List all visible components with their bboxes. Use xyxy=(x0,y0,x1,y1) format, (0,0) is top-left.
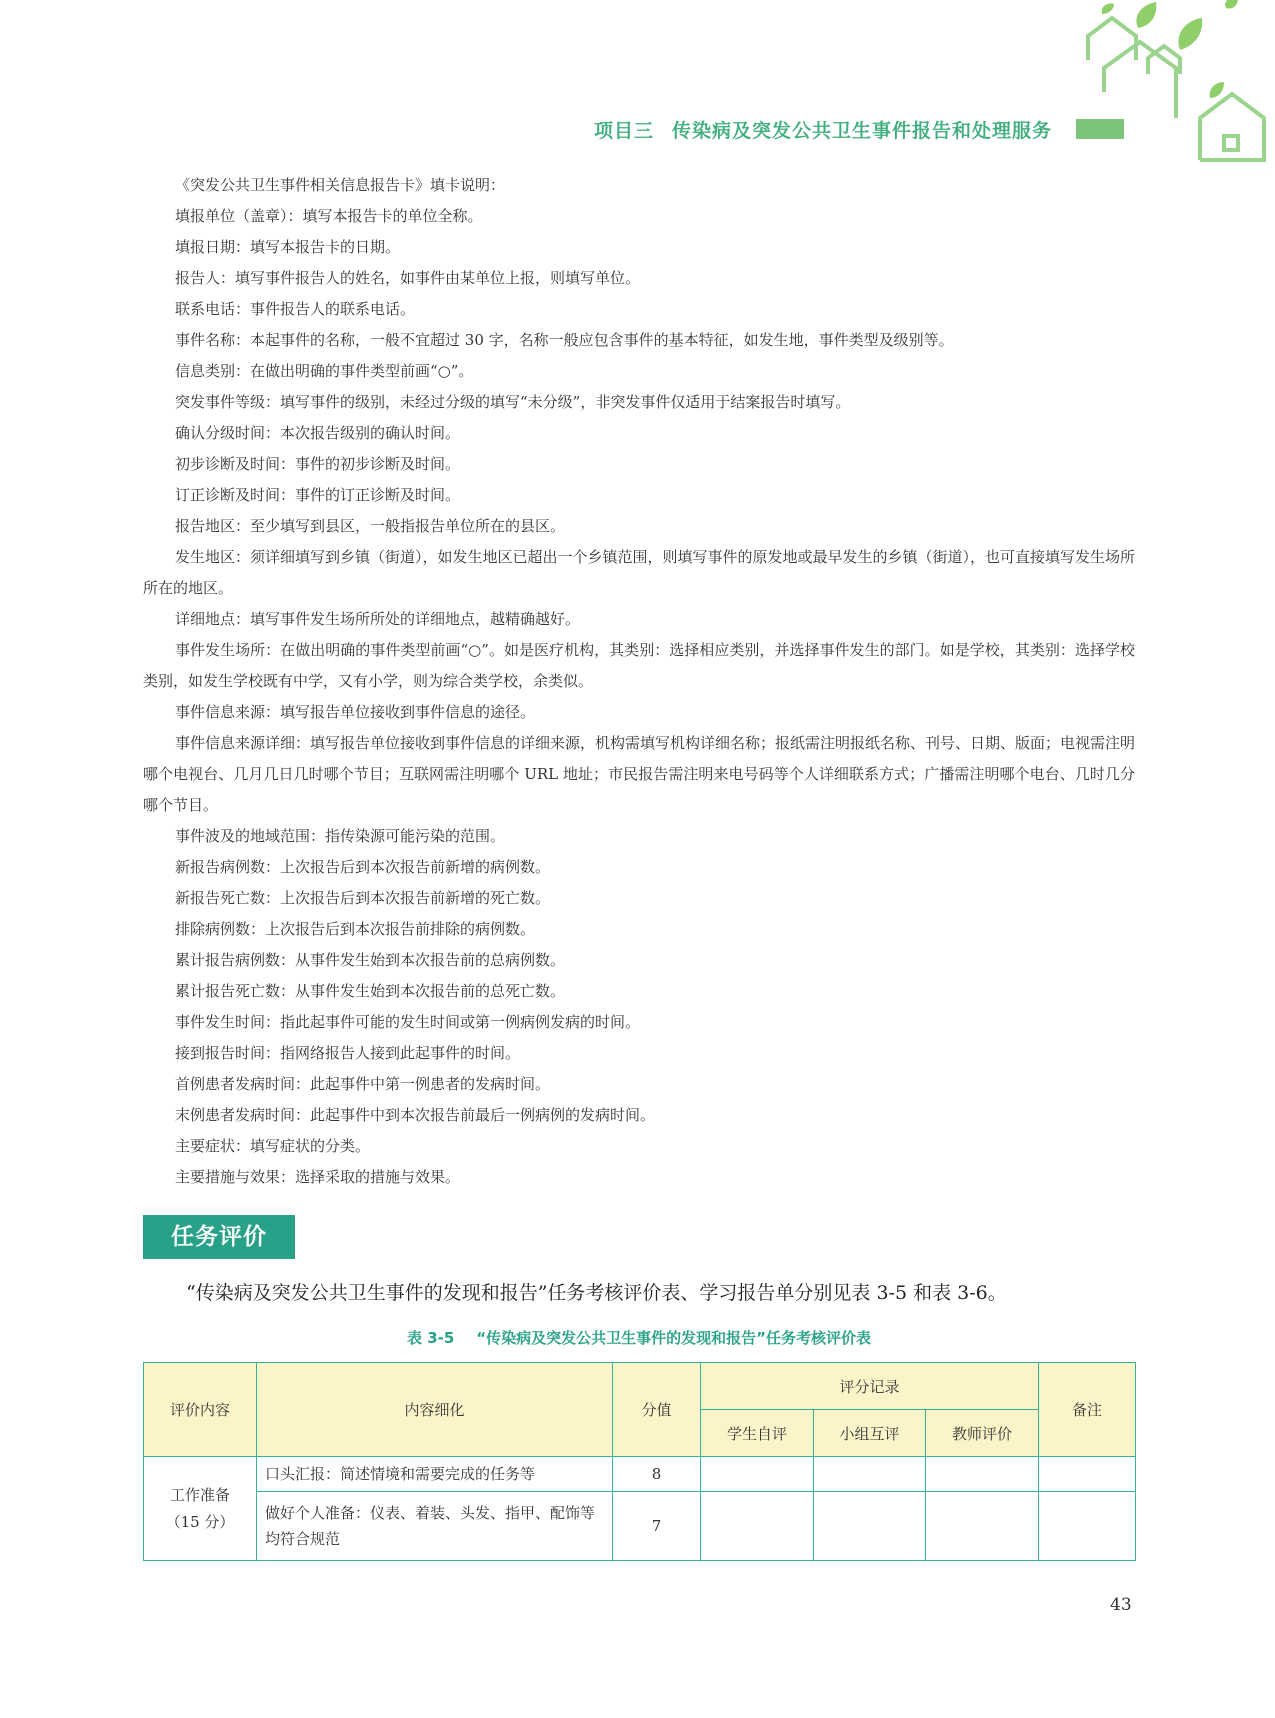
score-cell: 8 xyxy=(613,1457,701,1492)
instruction-line: 累计报告死亡数：从事件发生始到本次报告前的总死亡数。 xyxy=(175,982,566,1000)
category-points: （15 分） xyxy=(165,1512,235,1531)
instruction-line: 填报日期：填写本报告卡的日期。 xyxy=(175,238,401,256)
chapter-title: 传染病及突发公共卫生事件报告和处理服务 xyxy=(672,120,1053,142)
project-label: 项目三 xyxy=(594,120,655,142)
instruction-line: 发生地区：须详细填写到乡镇（街道），如发生地区已超出一个乡镇范围，则填写事件的原发地或最早发生的乡镇（街道），也可直接填写发生场所所在的地区。 xyxy=(143,548,1136,597)
instruction-line: 末例患者发病时间：此起事件中到本次报告前最后一例病例的发病时间。 xyxy=(175,1106,656,1124)
header-detail: 内容细化 xyxy=(257,1363,613,1457)
house-leaf-decoration-icon xyxy=(1040,0,1275,180)
detail-cell: 做好个人准备：仪表、着装、头发、指甲、配饰等均符合规范 xyxy=(257,1492,613,1561)
instruction-line: 突发事件等级：填写事件的级别，未经过分级的填写“未分级”，非突发事件仅适用于结案报告时填写。 xyxy=(175,393,851,411)
category-cell xyxy=(144,1457,257,1561)
instruction-line: 订正诊断及时间：事件的订正诊断及时间。 xyxy=(175,486,461,504)
section-intro: “传染病及突发公共卫生事件的发现和报告”任务考核评价表、学习报告单分别见表 3-5 和表 3-6。 xyxy=(186,1282,1007,1304)
instruction-line: 主要措施与效果：选择采取的措施与效果。 xyxy=(175,1168,461,1186)
instruction-line: 《突发公共卫生事件相关信息报告卡》填卡说明： xyxy=(175,176,506,194)
instruction-line: 初步诊断及时间：事件的初步诊断及时间。 xyxy=(175,455,461,473)
instruction-line: 确认分级时间：本次报告级别的确认时间。 xyxy=(175,424,461,442)
instruction-line: 排除病例数：上次报告后到本次报告前排除的病例数。 xyxy=(175,920,536,938)
instruction-line: 详细地点：填写事件发生场所所处的详细地点，越精确越好。 xyxy=(175,610,581,628)
teacher-score-cell[interactable] xyxy=(926,1457,1039,1492)
header-self-evaluation: 学生自评 xyxy=(701,1410,814,1457)
table-number: 表 3-5 xyxy=(406,1329,455,1347)
remark-cell[interactable] xyxy=(1039,1457,1136,1492)
header-group-evaluation: 小组互评 xyxy=(814,1410,926,1457)
table-title: “传染病及突发公共卫生事件的发现和报告”任务考核评价表 xyxy=(476,1329,872,1347)
instruction-line: 填报单位（盖章）：填写本报告卡的单位全称。 xyxy=(175,207,483,225)
table-row xyxy=(144,1457,1136,1492)
evaluation-table xyxy=(143,1362,1136,1561)
instruction-line: 新报告死亡数：上次报告后到本次报告前新增的死亡数。 xyxy=(175,889,551,907)
instruction-line: 首例患者发病时间：此起事件中第一例患者的发病时间。 xyxy=(175,1075,551,1093)
instruction-line: 事件发生时间：指此起事件可能的发生时间或第一例病例发病的时间。 xyxy=(175,1013,641,1031)
instruction-line: 事件信息来源详细：填写报告单位接收到事件信息的详细来源，机构需填写机构详细名称；报纸需注明报纸名称、刊号、日期、版面；电视需注明哪个电视台、几月几日几时哪个节目；互联网需注明哪个 URL 地址；市民报告需注明来电号码等个人详细联系方式；广播需注明哪个电台、几时几分哪个节目。 xyxy=(143,734,1136,814)
group-score-cell[interactable] xyxy=(814,1492,926,1561)
category-name: 工作准备 xyxy=(169,1485,230,1504)
header-score: 分值 xyxy=(613,1363,701,1457)
instruction-line: 报告人：填写事件报告人的姓名，如事件由某单位上报，则填写单位。 xyxy=(175,269,641,287)
instruction-line: 报告地区：至少填写到县区，一般指报告单位所在的县区。 xyxy=(175,517,566,535)
detail-cell: 口头汇报：简述情境和需要完成的任务等 xyxy=(257,1457,613,1492)
instruction-line: 事件信息来源：填写报告单位接收到事件信息的途径。 xyxy=(175,703,536,721)
chapter-header xyxy=(594,116,1052,143)
self-score-cell[interactable] xyxy=(701,1492,814,1561)
header-remark: 备注 xyxy=(1039,1363,1136,1457)
remark-cell[interactable] xyxy=(1039,1492,1136,1561)
self-score-cell[interactable] xyxy=(701,1457,814,1492)
instruction-line: 新报告病例数：上次报告后到本次报告前新增的病例数。 xyxy=(175,858,551,876)
page-number: 43 xyxy=(1110,1595,1132,1615)
instruction-line: 联系电话：事件报告人的联系电话。 xyxy=(175,300,416,318)
instruction-line: 事件名称：本起事件的名称，一般不宜超过 30 字，名称一般应包含事件的基本特征，如发生地，事件类型及级别等。 xyxy=(175,331,954,349)
instruction-line: 事件波及的地域范围：指传染源可能污染的范围。 xyxy=(175,827,506,845)
section-title-task-evaluation: 任务评价 xyxy=(143,1215,295,1259)
instruction-line: 信息类别：在做出明确的事件类型前画“○”。 xyxy=(175,362,474,380)
group-score-cell[interactable] xyxy=(814,1457,926,1492)
instruction-line: 主要症状：填写症状的分类。 xyxy=(175,1137,371,1155)
instruction-line: 累计报告病例数：从事件发生始到本次报告前的总病例数。 xyxy=(175,951,566,969)
table-caption xyxy=(143,1327,1135,1348)
instructions-text xyxy=(143,170,1135,1193)
teacher-score-cell[interactable] xyxy=(926,1492,1039,1561)
table-row xyxy=(144,1492,1136,1561)
score-cell: 7 xyxy=(613,1492,701,1561)
header-content: 评价内容 xyxy=(144,1363,257,1457)
header-teacher-evaluation: 教师评价 xyxy=(926,1410,1039,1457)
instruction-line: 接到报告时间：指网络报告人接到此起事件的时间。 xyxy=(175,1044,521,1062)
instruction-line: 事件发生场所：在做出明确的事件类型前画“○”。如是医疗机构，其类别：选择相应类别，并选择事件发生的部门。如是学校，其类别：选择学校类别，如发生学校既有中学，又有小学，则为综合类学校，余类似。 xyxy=(143,641,1135,690)
header-accent-bar xyxy=(1076,119,1124,139)
header-score-record: 评分记录 xyxy=(701,1363,1039,1410)
